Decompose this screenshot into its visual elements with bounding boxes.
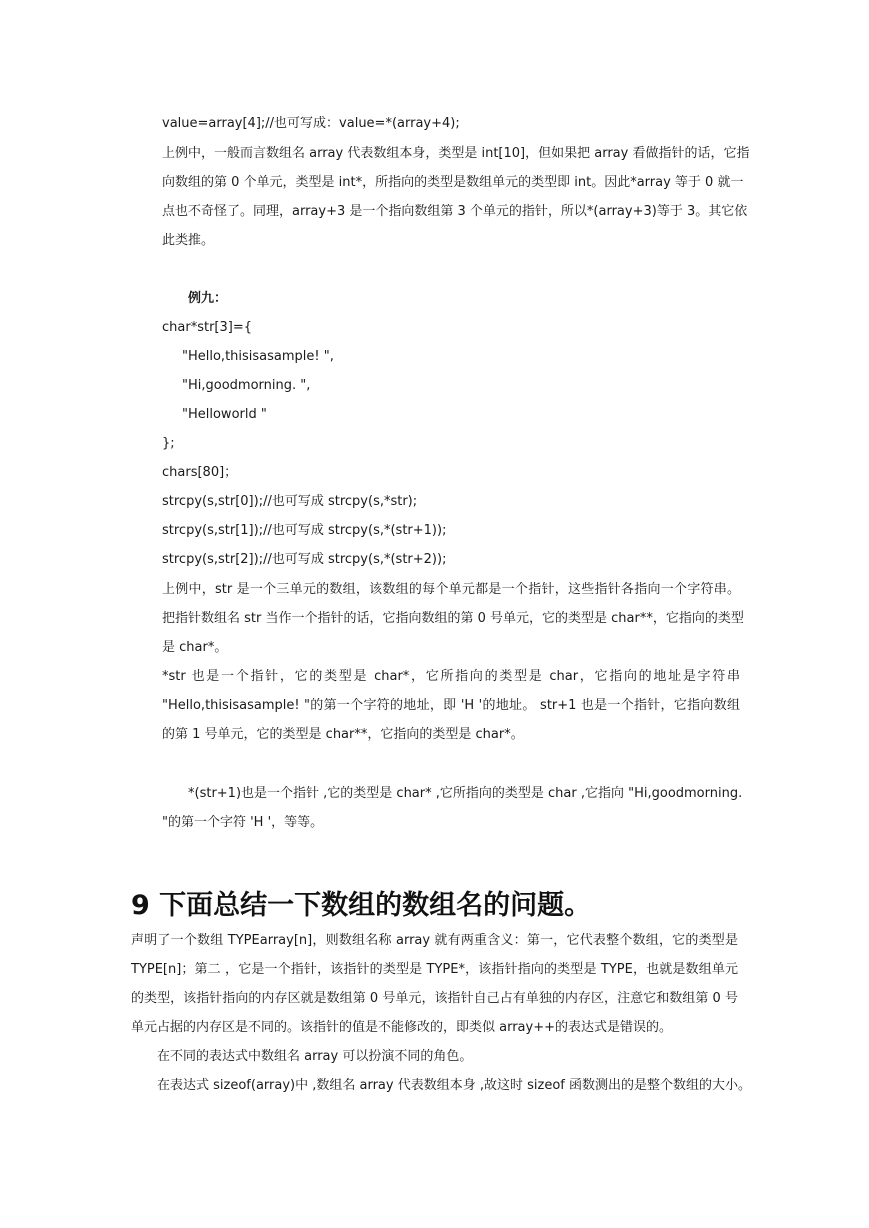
paragraph-line: 此类推。 [162,233,215,248]
paragraph-line: 的第 1 号单元，它的类型是 char**，它指向的类型是 char*。 [162,727,524,742]
paragraph-line: *str 也是一个指针，它的类型是 char*，它所指向的类型是 char，它指向的地址是字符串 [162,669,740,684]
paragraph-line: "Hello,thisisasample! "的第一个字符的地址，即 'H '的地址。 str+1 也是一个指针，它指向数组 [162,698,740,713]
paragraph-line: *(str+1)也是一个指针 ,它的类型是 char* ,它所指向的类型是 char ,它指向 "Hi,goodmorning. [188,786,743,801]
paragraph-line: 上例中，str 是一个三单元的数组，该数组的每个单元都是一个指针，这些指针各指向一个字符串。 [162,582,740,597]
code-line: "Helloworld " [182,407,267,422]
paragraph-line: 点也不奇怪了。同理，array+3 是一个指向数组第 3 个单元的指针，所以*(array+3)等于 3。其它依 [162,204,748,219]
paragraph-line: 是 char*。 [162,640,228,655]
paragraph-line: 向数组的第 0 个单元，类型是 int*，所指向的类型是数组单元的类型即 int。因此*array 等于 0 就一 [162,175,744,190]
paragraph-line: 上例中，一般而言数组名 array 代表数组本身，类型是 int[10]，但如果把 array 看做指针的话，它指 [162,146,750,161]
code-line: "Hello,thisisasample! ", [182,349,334,364]
code-line: strcpy(s,str[0]);//也可写成 strcpy(s,*str); [162,494,418,509]
paragraph-line: 在表达式 sizeof(array)中 ,数组名 array 代表数组本身 ,故这时 sizeof 函数测出的是整个数组的大小。 [157,1078,751,1093]
paragraph-line: 的类型，该指针指向的内存区就是数组第 0 号单元，该指针自己占有单独的内存区，注意它和数组第 0 号 [131,991,738,1006]
paragraph-line: 在不同的表达式中数组名 array 可以扮演不同的角色。 [157,1049,473,1064]
code-line: "Hi,goodmorning. ", [182,378,311,393]
code-line: }; [162,436,175,451]
code-line: strcpy(s,str[2]);//也可写成 strcpy(s,*(str+2)); [162,552,447,567]
example-label: 例九： [188,291,228,306]
code-line: char*str[3]={ [162,320,252,335]
paragraph-line: 把指针数组名 str 当作一个指针的话，它指向数组的第 0 号单元，它的类型是 char**，它指向的类型 [162,611,744,626]
code-line: value=array[4];//也可写成：value=*(array+4); [162,116,460,131]
section-heading: 9 下面总结一下数组的数组名的问题。 [131,890,592,921]
paragraph-line: TYPE[n]；第二 ，它是一个指针，该指针的类型是 TYPE*，该指针指向的类型是 TYPE，也就是数组单元 [131,962,738,977]
paragraph-line: 单元占据的内存区是不同的。该指针的值是不能修改的，即类似 array++的表达式是错误的。 [131,1020,673,1035]
paragraph-line: 声明了一个数组 TYPEarray[n]，则数组名称 array 就有两重含义：第一，它代表整个数组，它的类型是 [131,933,738,948]
paragraph-line: "的第一个字符 'H '，等等。 [162,815,324,830]
code-line: strcpy(s,str[1]);//也可写成 strcpy(s,*(str+1)); [162,523,447,538]
code-line: chars[80]； [162,465,238,480]
